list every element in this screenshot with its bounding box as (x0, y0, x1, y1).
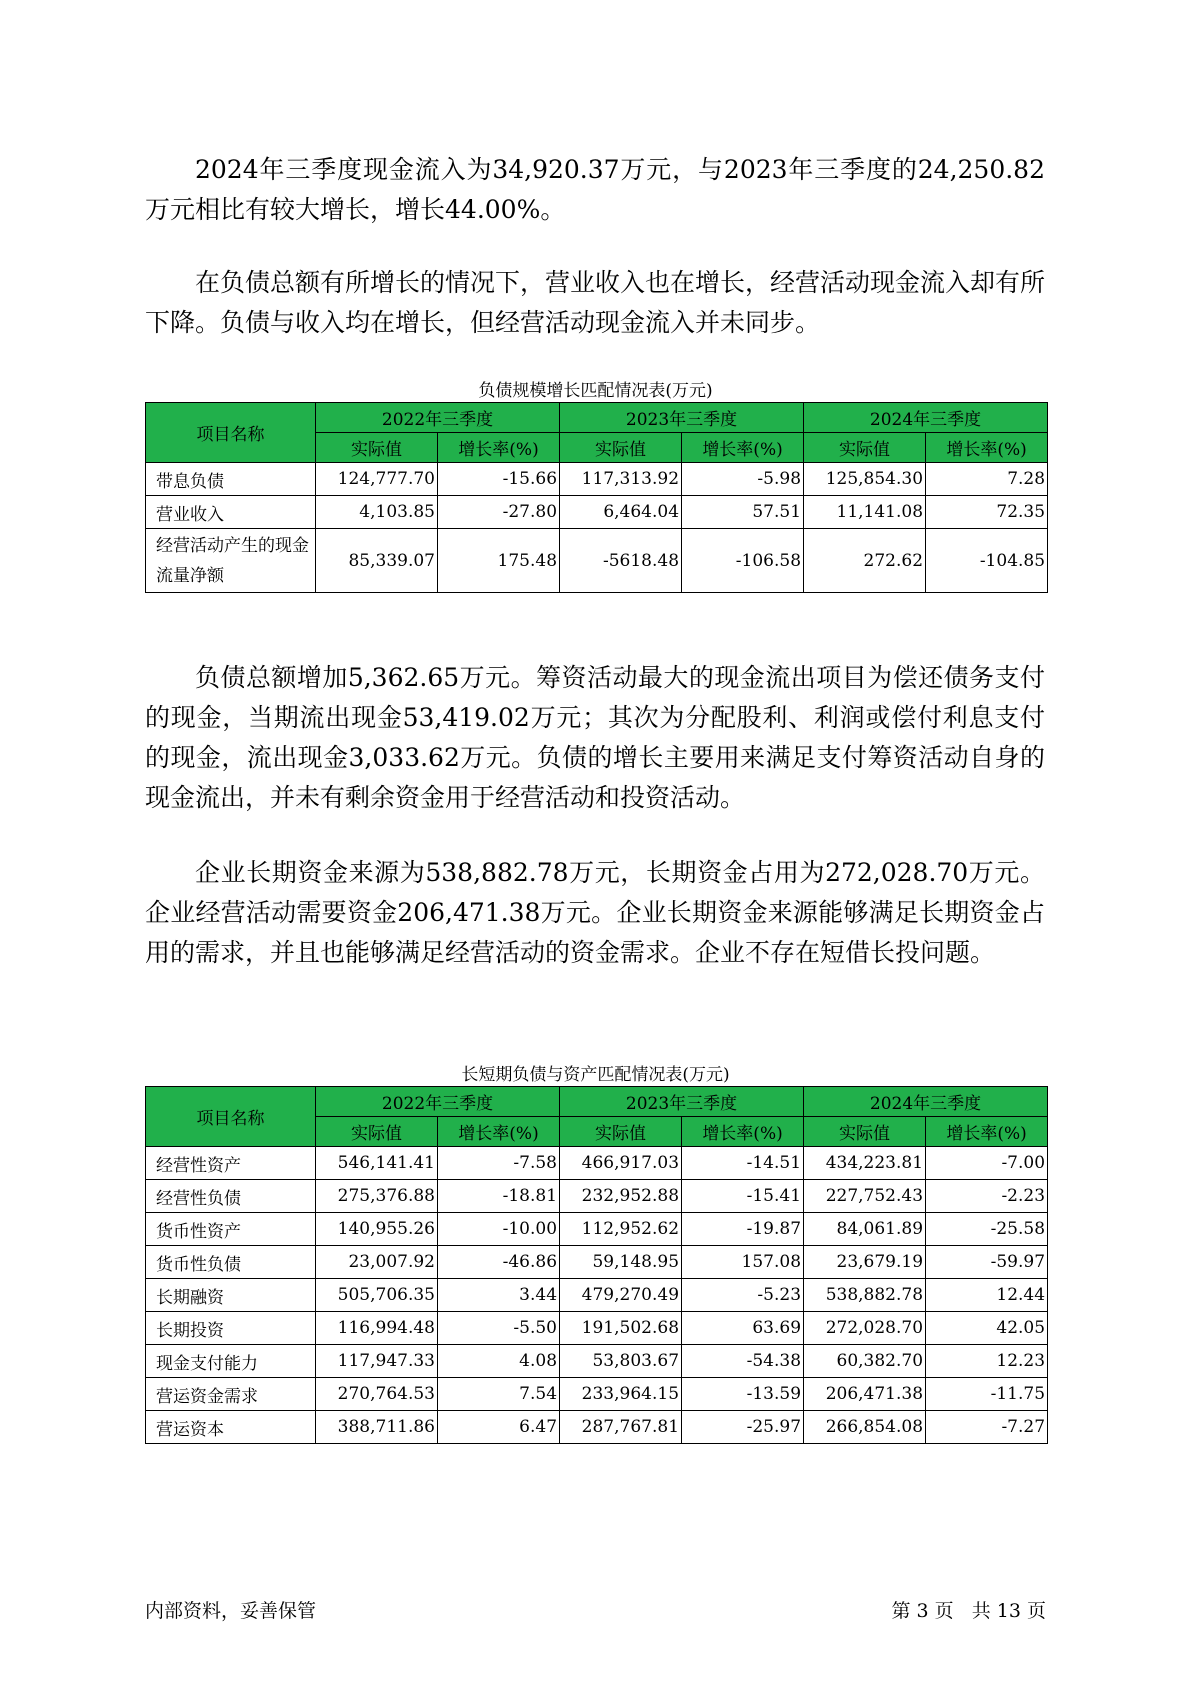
cell-value: 6,464.04 (560, 496, 682, 529)
cell-value: -54.38 (682, 1345, 804, 1378)
cell-value: 12.23 (926, 1345, 1048, 1378)
cell-value: -2.23 (926, 1180, 1048, 1213)
row-name: 经营活动产生的现金流量净额 (146, 529, 316, 593)
paragraph-debt-income: 在负债总额有所增长的情况下，营业收入也在增长，经营活动现金流入却有所下降。负债与收入均在增长，但经营活动现金流入并未同步。 (145, 268, 1046, 337)
actual-value-header: 实际值 (804, 433, 926, 463)
cell-value: -106.58 (682, 529, 804, 593)
growth-rate-header: 增长率(%) (438, 1117, 560, 1147)
cell-value: 117,313.92 (560, 463, 682, 496)
cell-value: 23,679.19 (804, 1246, 926, 1279)
cell-value: 7.54 (438, 1378, 560, 1411)
debt-asset-match-table (145, 1086, 1048, 1444)
cell-value: 175.48 (438, 529, 560, 593)
cell-value: -11.75 (926, 1378, 1048, 1411)
row-name: 营运资本 (146, 1411, 316, 1444)
footer-confidential-note: 内部资料，妥善保管 (145, 1600, 317, 1622)
cell-value: 538,882.78 (804, 1279, 926, 1312)
cell-value: 124,777.70 (316, 463, 438, 496)
page-number: 第 3 页 共 13 页 (891, 1600, 1046, 1622)
table-row (146, 529, 1048, 593)
cell-value: 191,502.68 (560, 1312, 682, 1345)
period-header: 2022年三季度 (316, 1087, 560, 1117)
cell-value: 232,952.88 (560, 1180, 682, 1213)
cell-value: -7.58 (438, 1147, 560, 1180)
cell-value: 157.08 (682, 1246, 804, 1279)
row-name: 货币性资产 (146, 1213, 316, 1246)
cell-value: 125,854.30 (804, 463, 926, 496)
period-header: 2022年三季度 (316, 403, 560, 433)
cell-value: 116,994.48 (316, 1312, 438, 1345)
cell-value: 3.44 (438, 1279, 560, 1312)
cell-value: -13.59 (682, 1378, 804, 1411)
growth-rate-header: 增长率(%) (926, 1117, 1048, 1147)
table-row (146, 1345, 1048, 1378)
table-row (146, 1279, 1048, 1312)
row-name: 经营性负债 (146, 1180, 316, 1213)
row-name: 现金支付能力 (146, 1345, 316, 1378)
table1-caption: 负债规模增长匹配情况表(万元) (478, 381, 713, 401)
cell-value: -5.23 (682, 1279, 804, 1312)
cell-value: -19.87 (682, 1213, 804, 1246)
table-row (146, 1147, 1048, 1180)
cell-value: 53,803.67 (560, 1345, 682, 1378)
item-name-header: 项目名称 (146, 403, 316, 463)
cell-value: 272.62 (804, 529, 926, 593)
cell-value: 84,061.89 (804, 1213, 926, 1246)
cell-value: 233,964.15 (560, 1378, 682, 1411)
cell-value: 59,148.95 (560, 1246, 682, 1279)
cell-value: -18.81 (438, 1180, 560, 1213)
cell-value: 60,382.70 (804, 1345, 926, 1378)
cell-value: -15.66 (438, 463, 560, 496)
cell-value: -59.97 (926, 1246, 1048, 1279)
table-row (146, 1378, 1048, 1411)
table-row (146, 463, 1048, 496)
paragraph-cash-inflow: 2024年三季度现金流入为34,920.37万元，与2023年三季度的24,250.82万元相比有较大增长，增长44.00%。 (145, 155, 1045, 224)
period-header: 2023年三季度 (560, 1087, 804, 1117)
actual-value-header: 实际值 (316, 1117, 438, 1147)
cell-value: 272,028.70 (804, 1312, 926, 1345)
period-header: 2024年三季度 (804, 403, 1048, 433)
growth-rate-header: 增长率(%) (682, 1117, 804, 1147)
cell-value: -15.41 (682, 1180, 804, 1213)
growth-rate-header: 增长率(%) (682, 433, 804, 463)
cell-value: -7.27 (926, 1411, 1048, 1444)
cell-value: 57.51 (682, 496, 804, 529)
cell-value: 4.08 (438, 1345, 560, 1378)
cell-value: -27.80 (438, 496, 560, 529)
cell-value: 117,947.33 (316, 1345, 438, 1378)
cell-value: -25.97 (682, 1411, 804, 1444)
table-row (146, 1213, 1048, 1246)
row-name: 长期融资 (146, 1279, 316, 1312)
period-header: 2023年三季度 (560, 403, 804, 433)
cell-value: 505,706.35 (316, 1279, 438, 1312)
cell-value: -46.86 (438, 1246, 560, 1279)
cell-value: 85,339.07 (316, 529, 438, 593)
row-name: 经营性资产 (146, 1147, 316, 1180)
table-row (146, 1246, 1048, 1279)
cell-value: 23,007.92 (316, 1246, 438, 1279)
cell-value: 466,917.03 (560, 1147, 682, 1180)
cell-value: 63.69 (682, 1312, 804, 1345)
paragraph-long-term-funds: 企业长期资金来源为538,882.78万元，长期资金占用为272,028.70万元。企业经营活动需要资金206,471.38万元。企业长期资金来源能够满足长期资金占用的需求，并且也能够满足经营活动的资金需求。企业不存在短借长投问题。 (145, 858, 1045, 967)
cell-value: 7.28 (926, 463, 1048, 496)
actual-value-header: 实际值 (560, 1117, 682, 1147)
debt-growth-table (145, 402, 1048, 593)
cell-value: 270,764.53 (316, 1378, 438, 1411)
table-row (146, 1411, 1048, 1444)
table-row (146, 1312, 1048, 1345)
cell-value: 206,471.38 (804, 1378, 926, 1411)
row-name: 营业收入 (146, 496, 316, 529)
table-row (146, 496, 1048, 529)
row-name: 货币性负债 (146, 1246, 316, 1279)
cell-value: 479,270.49 (560, 1279, 682, 1312)
cell-value: 275,376.88 (316, 1180, 438, 1213)
actual-value-header: 实际值 (316, 433, 438, 463)
row-name: 长期投资 (146, 1312, 316, 1345)
actual-value-header: 实际值 (804, 1117, 926, 1147)
row-name: 带息负债 (146, 463, 316, 496)
cell-value: 112,952.62 (560, 1213, 682, 1246)
cell-value: -10.00 (438, 1213, 560, 1246)
cell-value: 12.44 (926, 1279, 1048, 1312)
cell-value: -5.98 (682, 463, 804, 496)
paragraph-debt-increase: 负债总额增加5,362.65万元。筹资活动最大的现金流出项目为偿还债务支付的现金，当期流出现金53,419.02万元；其次为分配股利、利润或偿付利息支付的现金，流出现金3,033.62万元。负债的增长主要用来满足支付筹资活动自身的现金流出，并未有剩余资金用于经营活动和投资活动。 (145, 663, 1045, 812)
cell-value: 227,752.43 (804, 1180, 926, 1213)
cell-value: 140,955.26 (316, 1213, 438, 1246)
cell-value: 4,103.85 (316, 496, 438, 529)
cell-value: -14.51 (682, 1147, 804, 1180)
cell-value: 42.05 (926, 1312, 1048, 1345)
table-row (146, 1180, 1048, 1213)
cell-value: 287,767.81 (560, 1411, 682, 1444)
cell-value: 11,141.08 (804, 496, 926, 529)
period-header: 2024年三季度 (804, 1087, 1048, 1117)
actual-value-header: 实际值 (560, 433, 682, 463)
cell-value: 72.35 (926, 496, 1048, 529)
cell-value: 434,223.81 (804, 1147, 926, 1180)
growth-rate-header: 增长率(%) (438, 433, 560, 463)
cell-value: 388,711.86 (316, 1411, 438, 1444)
table2-caption: 长短期负债与资产匹配情况表(万元) (461, 1065, 730, 1085)
cell-value: -5.50 (438, 1312, 560, 1345)
item-name-header: 项目名称 (146, 1087, 316, 1147)
cell-value: 6.47 (438, 1411, 560, 1444)
cell-value: 546,141.41 (316, 1147, 438, 1180)
cell-value: -25.58 (926, 1213, 1048, 1246)
row-name: 营运资金需求 (146, 1378, 316, 1411)
cell-value: -7.00 (926, 1147, 1048, 1180)
cell-value: -104.85 (926, 529, 1048, 593)
cell-value: -5618.48 (560, 529, 682, 593)
cell-value: 266,854.08 (804, 1411, 926, 1444)
growth-rate-header: 增长率(%) (926, 433, 1048, 463)
